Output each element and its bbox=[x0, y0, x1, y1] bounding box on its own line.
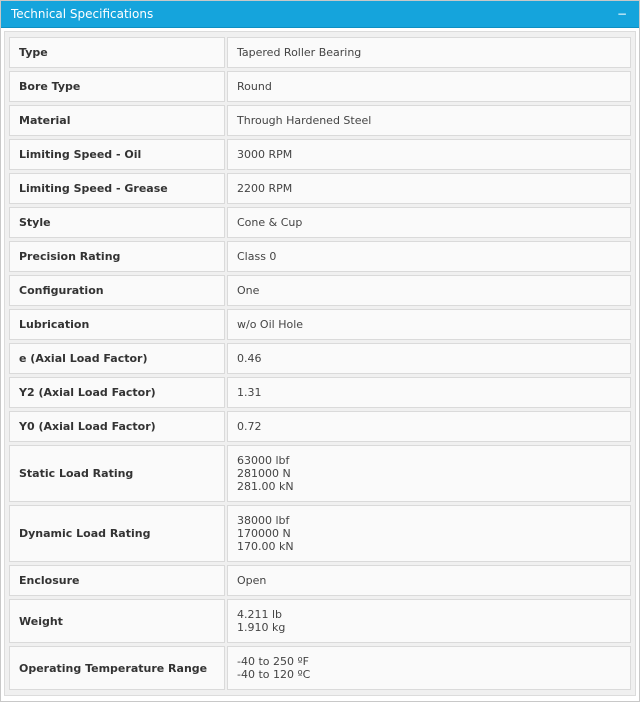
spec-label: Limiting Speed - Grease bbox=[9, 173, 225, 204]
spec-value-line: 281000 N bbox=[237, 467, 291, 480]
spec-label: Bore Type bbox=[9, 71, 225, 102]
spec-label: Precision Rating bbox=[9, 241, 225, 272]
spec-value bbox=[227, 139, 631, 170]
spec-value-line: 3000 RPM bbox=[237, 148, 293, 161]
spec-value bbox=[227, 207, 631, 238]
spec-row bbox=[9, 105, 631, 136]
spec-value-line: One bbox=[237, 284, 260, 297]
spec-label: Y0 (Axial Load Factor) bbox=[9, 411, 225, 442]
spec-row bbox=[9, 343, 631, 374]
spec-label: Enclosure bbox=[9, 565, 225, 596]
spec-row bbox=[9, 599, 631, 643]
spec-value-line: 2200 RPM bbox=[237, 182, 293, 195]
spec-value bbox=[227, 105, 631, 136]
panel-title: Technical Specifications bbox=[11, 7, 154, 21]
spec-row bbox=[9, 646, 631, 690]
spec-value bbox=[227, 37, 631, 68]
spec-row bbox=[9, 37, 631, 68]
spec-row bbox=[9, 173, 631, 204]
spec-value bbox=[227, 71, 631, 102]
spec-label: Material bbox=[9, 105, 225, 136]
spec-value bbox=[227, 377, 631, 408]
spec-value-line: 170.00 kN bbox=[237, 540, 294, 553]
spec-value-line: Round bbox=[237, 80, 272, 93]
spec-value-line: -40 to 120 ºC bbox=[237, 668, 311, 681]
spec-value bbox=[227, 173, 631, 204]
spec-row bbox=[9, 241, 631, 272]
spec-value-line: 281.00 kN bbox=[237, 480, 294, 493]
specifications-table bbox=[7, 34, 633, 693]
spec-label: Weight bbox=[9, 599, 225, 643]
spec-value bbox=[227, 565, 631, 596]
spec-value-line: Through Hardened Steel bbox=[237, 114, 372, 127]
spec-row bbox=[9, 139, 631, 170]
spec-value-line: Class 0 bbox=[237, 250, 277, 263]
spec-value bbox=[227, 505, 631, 562]
spec-value-line: 4.211 lb bbox=[237, 608, 283, 621]
spec-label: Static Load Rating bbox=[9, 445, 225, 502]
spec-value bbox=[227, 599, 631, 643]
spec-value-line: Cone & Cup bbox=[237, 216, 303, 229]
spec-label: Dynamic Load Rating bbox=[9, 505, 225, 562]
spec-value-line: -40 to 250 ºF bbox=[237, 655, 310, 668]
spec-label: Configuration bbox=[9, 275, 225, 306]
collapse-icon[interactable]: − bbox=[616, 7, 627, 21]
spec-value bbox=[227, 275, 631, 306]
spec-row bbox=[9, 71, 631, 102]
spec-value-line: 1.31 bbox=[237, 386, 262, 399]
spec-row bbox=[9, 411, 631, 442]
spec-row bbox=[9, 275, 631, 306]
spec-value-line: 1.910 kg bbox=[237, 621, 286, 634]
spec-value-line: w/o Oil Hole bbox=[237, 318, 304, 331]
spec-label: Style bbox=[9, 207, 225, 238]
spec-label: Y2 (Axial Load Factor) bbox=[9, 377, 225, 408]
panel-header[interactable] bbox=[1, 1, 639, 28]
spec-value-line: 63000 lbf bbox=[237, 454, 290, 467]
spec-label: e (Axial Load Factor) bbox=[9, 343, 225, 374]
spec-row bbox=[9, 377, 631, 408]
spec-value-line: 38000 lbf bbox=[237, 514, 290, 527]
spec-row bbox=[9, 207, 631, 238]
spec-value bbox=[227, 411, 631, 442]
spec-label: Operating Temperature Range bbox=[9, 646, 225, 690]
spec-row bbox=[9, 309, 631, 340]
spec-row bbox=[9, 565, 631, 596]
spec-value bbox=[227, 309, 631, 340]
spec-row bbox=[9, 445, 631, 502]
specifications-table-wrapper bbox=[4, 31, 636, 696]
spec-value bbox=[227, 343, 631, 374]
spec-value bbox=[227, 241, 631, 272]
spec-value-line: 0.72 bbox=[237, 420, 262, 433]
spec-value-line: 170000 N bbox=[237, 527, 291, 540]
spec-value-line: Open bbox=[237, 574, 267, 587]
spec-value bbox=[227, 445, 631, 502]
spec-label: Type bbox=[9, 37, 225, 68]
spec-label: Limiting Speed - Oil bbox=[9, 139, 225, 170]
spec-row bbox=[9, 505, 631, 562]
spec-value-line: 0.46 bbox=[237, 352, 262, 365]
spec-label: Lubrication bbox=[9, 309, 225, 340]
spec-value-line: Tapered Roller Bearing bbox=[237, 46, 362, 59]
spec-value bbox=[227, 646, 631, 690]
